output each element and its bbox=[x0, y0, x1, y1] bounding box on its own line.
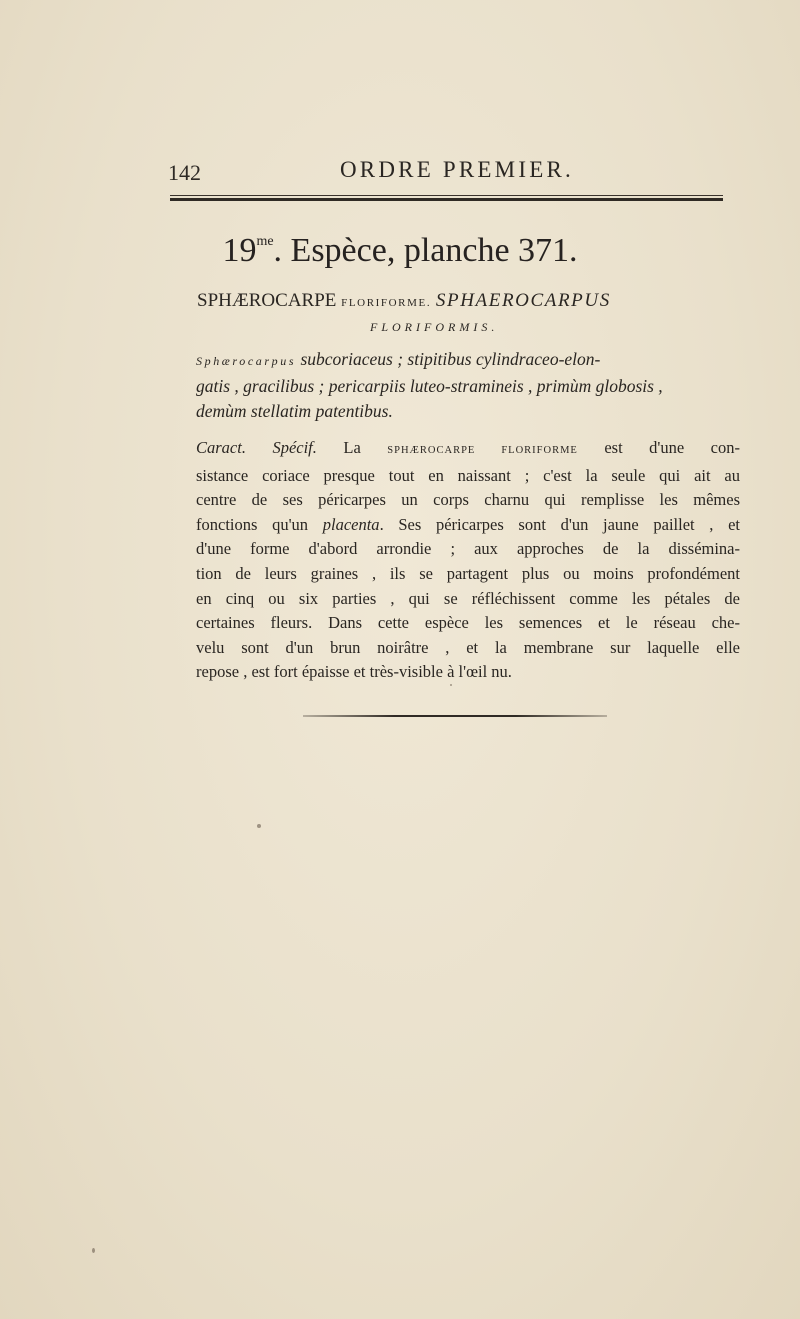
description-line: velu sont d'un brun noirâtre , et la membrane sur laquelle elle bbox=[196, 637, 740, 657]
description-line: sistance coriace presque tout en naissant ; c'est la seule qui ait au bbox=[196, 465, 740, 485]
species-heading-text: . Espèce, planche 371. bbox=[273, 232, 578, 269]
description-lead: Caract. Spécif. bbox=[196, 438, 317, 457]
diagnosis-line-3: demùm stellatim patentibus. bbox=[196, 401, 393, 421]
species-number: 19 bbox=[222, 232, 257, 269]
description-line bbox=[196, 513, 740, 538]
paper-speck bbox=[92, 1248, 95, 1253]
french-epithet: FLORIFORME. bbox=[341, 297, 432, 309]
description-line: d'une forme d'abord arrondie ; aux approches de la dissémina- bbox=[196, 539, 740, 559]
description-text: est d'une con- bbox=[577, 438, 740, 457]
description-text: . Ses péricarpes sont d'un jaune paillet , et bbox=[379, 514, 740, 534]
diagnosis-genus: Sphærocarpus bbox=[196, 354, 297, 368]
diagnosis-line-2: gatis , gracilibus ; pericarpiis luteo-stramineis , primùm globosis , bbox=[196, 376, 663, 396]
description-text: fonctions qu'un bbox=[196, 514, 323, 534]
description-line: centre de ses péricarpes un corps charnu qui remplisse les mêmes bbox=[196, 490, 740, 510]
description-line: repose , est fort épaisse et très-visible à l'œil nu. bbox=[196, 662, 512, 682]
running-head bbox=[168, 152, 728, 192]
species-heading bbox=[0, 232, 800, 270]
species-name-smallcaps: SPHÆROCARPE FLORIFORME bbox=[387, 445, 578, 456]
description-paragraph bbox=[196, 436, 740, 685]
french-name: SPHÆROCARPE bbox=[197, 290, 337, 311]
header-rule-thick bbox=[170, 198, 723, 201]
header-rule-thin bbox=[170, 195, 723, 196]
diagnosis-line-1: subcoriaceus ; stipitibus cylindraceo-elon- bbox=[296, 349, 601, 369]
latin-epithet: FLORIFORMIS. bbox=[370, 320, 499, 334]
species-number-superscript: me bbox=[256, 234, 274, 249]
latin-diagnosis bbox=[196, 347, 740, 424]
paper-speck bbox=[450, 684, 452, 686]
latin-name: SPHAEROCARPUS bbox=[435, 290, 611, 311]
description-line: en cinq ou six parties , qui se réfléchissent comme les pétales de bbox=[196, 588, 740, 608]
page-number: 142 bbox=[168, 160, 201, 185]
description-text: La bbox=[316, 438, 388, 457]
species-name-line bbox=[197, 290, 737, 312]
end-rule bbox=[303, 715, 607, 717]
description-line: certaines fleurs. Dans cette espèce les semences et le réseau che- bbox=[196, 613, 740, 633]
paper-speck bbox=[257, 824, 261, 828]
description-line: tion de leurs graines , ils se partagent plus ou moins profondément bbox=[196, 563, 740, 583]
running-title: ORDRE PREMIER. bbox=[340, 157, 574, 182]
placenta-term: placenta bbox=[322, 514, 380, 534]
description-line bbox=[196, 436, 740, 464]
